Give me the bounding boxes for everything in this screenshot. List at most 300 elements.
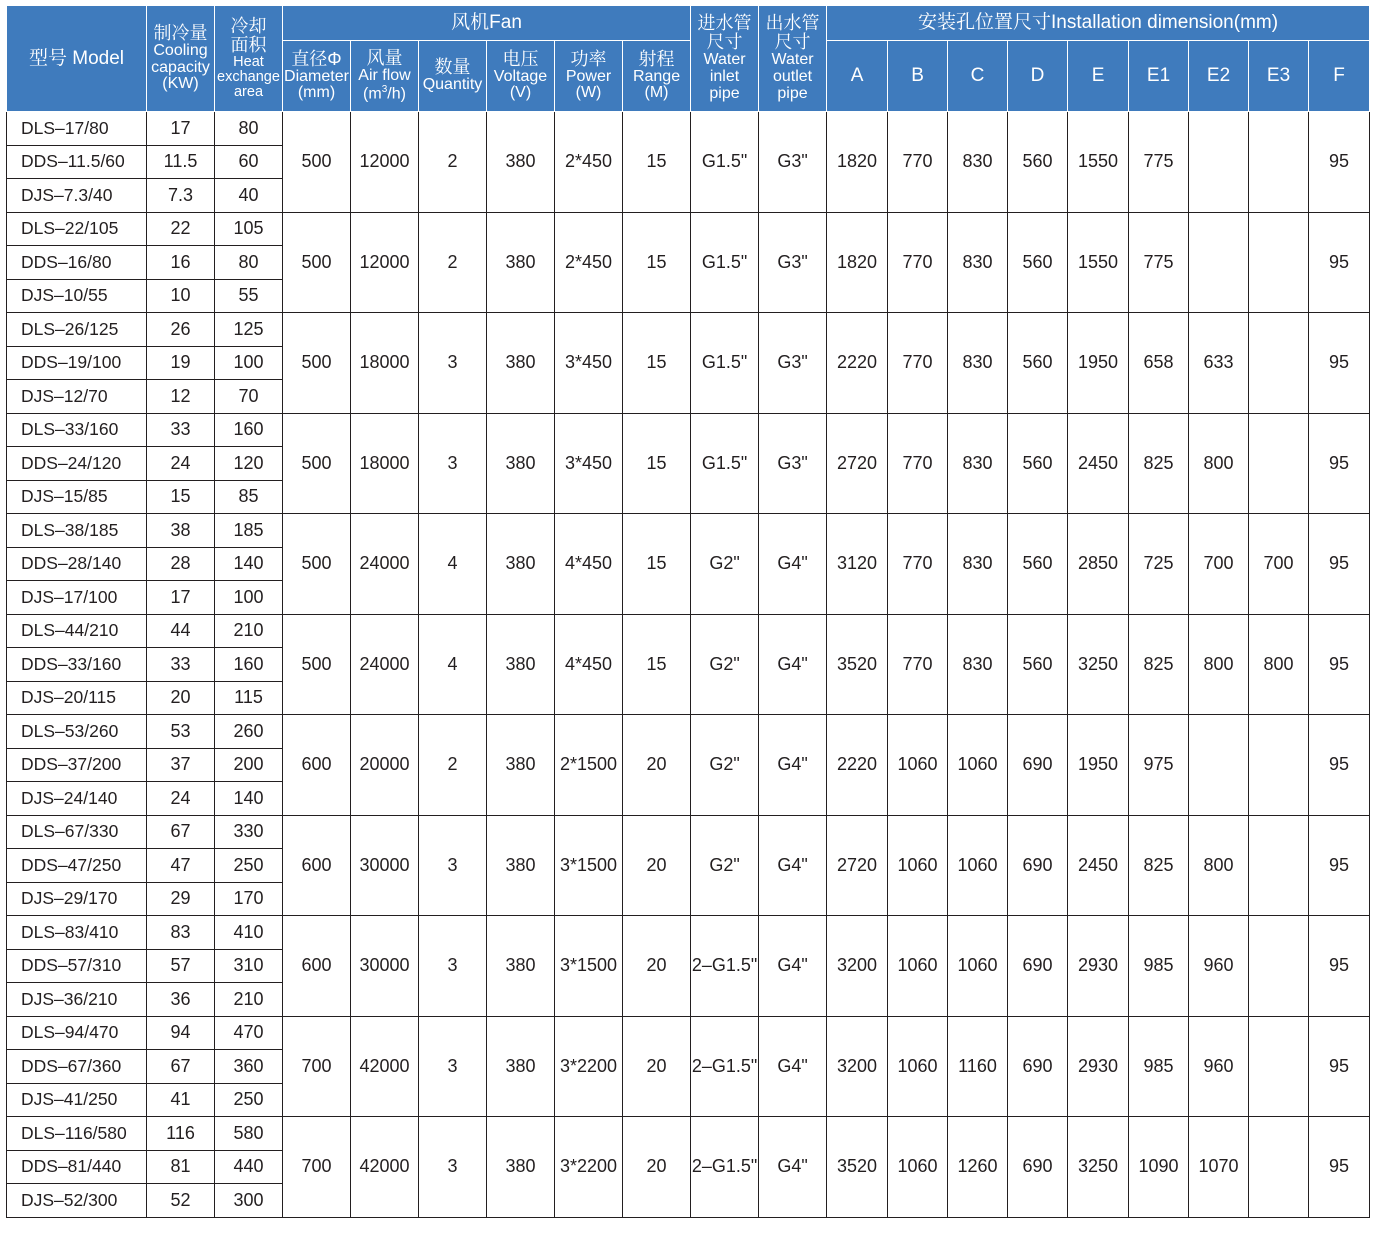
heat-area-cell: 250 (215, 1083, 283, 1117)
model-cell: DJS–36/210 (7, 983, 147, 1017)
e-cell: 3250 (1068, 614, 1129, 715)
a-cell: 2720 (827, 413, 888, 514)
cooling-capacity-cell: 83 (147, 916, 215, 950)
table-row (7, 413, 1370, 447)
header-quantity: 数量 Quantity (419, 41, 487, 112)
model-cell: DLS–116/580 (7, 1117, 147, 1151)
inlet-cell: G1.5" (691, 112, 759, 213)
e1-cell: 825 (1129, 815, 1189, 916)
a-cell: 3200 (827, 916, 888, 1017)
quantity-cell: 3 (419, 313, 487, 414)
airflow-cell: 18000 (351, 413, 419, 514)
heat-area-cell: 140 (215, 782, 283, 816)
a-cell: 3120 (827, 514, 888, 615)
f-cell: 95 (1309, 212, 1370, 313)
range-cell: 15 (623, 212, 691, 313)
table-row (7, 112, 1370, 146)
model-cell: DDS–37/200 (7, 748, 147, 782)
header-water-inlet: 进水管 尺寸 Water inlet pipe (691, 6, 759, 112)
outlet-cell: G4" (759, 916, 827, 1017)
cooling-capacity-cell: 22 (147, 212, 215, 246)
e2-cell (1189, 112, 1249, 213)
e2-cell: 800 (1189, 413, 1249, 514)
airflow-cell: 42000 (351, 1117, 419, 1218)
header-dim-e3: E3 (1249, 41, 1309, 112)
outlet-cell: G4" (759, 514, 827, 615)
heat-area-cell: 120 (215, 447, 283, 481)
e2-cell: 633 (1189, 313, 1249, 414)
airflow-cell: 12000 (351, 212, 419, 313)
heat-area-cell: 410 (215, 916, 283, 950)
table-row (7, 916, 1370, 950)
voltage-cell: 380 (487, 413, 555, 514)
c-cell: 830 (948, 212, 1008, 313)
model-cell: DDS–24/120 (7, 447, 147, 481)
e1-cell: 825 (1129, 614, 1189, 715)
cooling-capacity-cell: 11.5 (147, 145, 215, 179)
e-cell: 1950 (1068, 313, 1129, 414)
e-cell: 2450 (1068, 413, 1129, 514)
outlet-cell: G3" (759, 212, 827, 313)
heat-area-cell: 580 (215, 1117, 283, 1151)
diameter-cell: 500 (283, 313, 351, 414)
d-cell: 690 (1008, 715, 1068, 816)
voltage-cell: 380 (487, 1016, 555, 1117)
cooling-capacity-cell: 67 (147, 1050, 215, 1084)
range-cell: 20 (623, 1016, 691, 1117)
header-range: 射程 Range (M) (623, 41, 691, 112)
quantity-cell: 4 (419, 614, 487, 715)
e3-cell (1249, 916, 1309, 1017)
a-cell: 1820 (827, 212, 888, 313)
d-cell: 560 (1008, 313, 1068, 414)
heat-area-cell: 85 (215, 480, 283, 514)
heat-area-cell: 100 (215, 346, 283, 380)
inlet-cell: G1.5" (691, 413, 759, 514)
inlet-cell: 2–G1.5" (691, 1016, 759, 1117)
d-cell: 560 (1008, 413, 1068, 514)
cooling-capacity-cell: 12 (147, 380, 215, 414)
heat-area-cell: 40 (215, 179, 283, 213)
e-cell: 1550 (1068, 212, 1129, 313)
model-cell: DJS–15/85 (7, 480, 147, 514)
voltage-cell: 380 (487, 112, 555, 213)
cooling-capacity-cell: 67 (147, 815, 215, 849)
e2-cell: 800 (1189, 815, 1249, 916)
power-cell: 2*450 (555, 212, 623, 313)
heat-area-cell: 80 (215, 246, 283, 280)
inlet-cell: G2" (691, 815, 759, 916)
range-cell: 15 (623, 614, 691, 715)
heat-area-cell: 440 (215, 1150, 283, 1184)
heat-area-cell: 125 (215, 313, 283, 347)
cooling-capacity-cell: 10 (147, 279, 215, 313)
c-cell: 1060 (948, 815, 1008, 916)
model-cell: DLS–17/80 (7, 112, 147, 146)
table-row (7, 1016, 1370, 1050)
diameter-cell: 500 (283, 514, 351, 615)
diameter-cell: 600 (283, 916, 351, 1017)
b-cell: 1060 (888, 815, 948, 916)
table-row (7, 313, 1370, 347)
d-cell: 690 (1008, 1117, 1068, 1218)
heat-area-cell: 200 (215, 748, 283, 782)
e3-cell (1249, 313, 1309, 414)
power-cell: 3*1500 (555, 815, 623, 916)
inlet-cell: G1.5" (691, 212, 759, 313)
diameter-cell: 500 (283, 614, 351, 715)
f-cell: 95 (1309, 815, 1370, 916)
cooling-capacity-cell: 26 (147, 313, 215, 347)
model-cell: DJS–29/170 (7, 882, 147, 916)
outlet-cell: G4" (759, 815, 827, 916)
b-cell: 770 (888, 112, 948, 213)
cooling-capacity-cell: 17 (147, 112, 215, 146)
inlet-cell: G2" (691, 715, 759, 816)
c-cell: 1060 (948, 916, 1008, 1017)
diameter-cell: 500 (283, 413, 351, 514)
model-cell: DLS–38/185 (7, 514, 147, 548)
model-cell: DJS–10/55 (7, 279, 147, 313)
f-cell: 95 (1309, 514, 1370, 615)
heat-area-cell: 210 (215, 983, 283, 1017)
cooling-capacity-cell: 41 (147, 1083, 215, 1117)
heat-area-cell: 160 (215, 648, 283, 682)
f-cell: 95 (1309, 715, 1370, 816)
model-cell: DJS–12/70 (7, 380, 147, 414)
model-cell: DLS–33/160 (7, 413, 147, 447)
heat-area-cell: 170 (215, 882, 283, 916)
airflow-cell: 30000 (351, 815, 419, 916)
e1-cell: 985 (1129, 1016, 1189, 1117)
quantity-cell: 2 (419, 112, 487, 213)
voltage-cell: 380 (487, 514, 555, 615)
table-body (7, 112, 1370, 1218)
inlet-cell: 2–G1.5" (691, 1117, 759, 1218)
c-cell: 1060 (948, 715, 1008, 816)
cooling-capacity-cell: 33 (147, 648, 215, 682)
e3-cell (1249, 815, 1309, 916)
heat-area-cell: 160 (215, 413, 283, 447)
heat-area-cell: 185 (215, 514, 283, 548)
cooling-capacity-cell: 53 (147, 715, 215, 749)
header-airflow: 风量 Air flow $(m^3/h)$ (351, 41, 419, 112)
model-cell: DDS–28/140 (7, 547, 147, 581)
model-cell: DDS–47/250 (7, 849, 147, 883)
a-cell: 2220 (827, 715, 888, 816)
heat-area-cell: 210 (215, 614, 283, 648)
e3-cell (1249, 715, 1309, 816)
diameter-cell: 700 (283, 1016, 351, 1117)
quantity-cell: 3 (419, 1016, 487, 1117)
cooling-capacity-cell: 17 (147, 581, 215, 615)
table-header (7, 6, 1370, 112)
voltage-cell: 380 (487, 1117, 555, 1218)
header-dim-c: C (948, 41, 1008, 112)
f-cell: 95 (1309, 413, 1370, 514)
quantity-cell: 3 (419, 815, 487, 916)
d-cell: 690 (1008, 916, 1068, 1017)
e3-cell (1249, 212, 1309, 313)
heat-area-cell: 360 (215, 1050, 283, 1084)
cooling-capacity-cell: 24 (147, 782, 215, 816)
airflow-cell: 30000 (351, 916, 419, 1017)
b-cell: 770 (888, 514, 948, 615)
e3-cell: 800 (1249, 614, 1309, 715)
power-cell: 4*450 (555, 614, 623, 715)
e2-cell: 960 (1189, 1016, 1249, 1117)
f-cell: 95 (1309, 313, 1370, 414)
range-cell: 20 (623, 815, 691, 916)
b-cell: 770 (888, 313, 948, 414)
model-cell: DDS–67/360 (7, 1050, 147, 1084)
f-cell: 95 (1309, 614, 1370, 715)
heat-area-cell: 55 (215, 279, 283, 313)
model-cell: DLS–22/105 (7, 212, 147, 246)
voltage-cell: 380 (487, 614, 555, 715)
model-cell: DJS–41/250 (7, 1083, 147, 1117)
header-dim-b: B (888, 41, 948, 112)
heat-area-cell: 260 (215, 715, 283, 749)
d-cell: 560 (1008, 112, 1068, 213)
f-cell: 95 (1309, 916, 1370, 1017)
d-cell: 560 (1008, 212, 1068, 313)
e3-cell (1249, 1117, 1309, 1218)
cooling-capacity-cell: 15 (147, 480, 215, 514)
model-cell: DLS–67/330 (7, 815, 147, 849)
diameter-cell: 500 (283, 212, 351, 313)
model-cell: DJS–24/140 (7, 782, 147, 816)
b-cell: 770 (888, 212, 948, 313)
d-cell: 690 (1008, 815, 1068, 916)
airflow-cell: 42000 (351, 1016, 419, 1117)
voltage-cell: 380 (487, 212, 555, 313)
heat-area-cell: 60 (215, 145, 283, 179)
spec-table (6, 5, 1370, 1218)
header-voltage: 电压 Voltage (V) (487, 41, 555, 112)
c-cell: 830 (948, 112, 1008, 213)
model-cell: DLS–94/470 (7, 1016, 147, 1050)
table-row (7, 815, 1370, 849)
header-dim-a: A (827, 41, 888, 112)
quantity-cell: 3 (419, 1117, 487, 1218)
inlet-cell: G2" (691, 514, 759, 615)
inlet-cell: 2–G1.5" (691, 916, 759, 1017)
e-cell: 2930 (1068, 1016, 1129, 1117)
f-cell: 95 (1309, 1016, 1370, 1117)
c-cell: 830 (948, 614, 1008, 715)
outlet-cell: G3" (759, 112, 827, 213)
outlet-cell: G3" (759, 413, 827, 514)
e-cell: 2930 (1068, 916, 1129, 1017)
diameter-cell: 700 (283, 1117, 351, 1218)
cooling-capacity-cell: 19 (147, 346, 215, 380)
airflow-cell: 20000 (351, 715, 419, 816)
heat-area-cell: 300 (215, 1184, 283, 1218)
b-cell: 770 (888, 413, 948, 514)
power-cell: 2*1500 (555, 715, 623, 816)
model-cell: DLS–44/210 (7, 614, 147, 648)
e1-cell: 725 (1129, 514, 1189, 615)
model-cell: DJS–52/300 (7, 1184, 147, 1218)
model-cell: DDS–57/310 (7, 949, 147, 983)
cooling-capacity-cell: 52 (147, 1184, 215, 1218)
a-cell: 3200 (827, 1016, 888, 1117)
e2-cell: 700 (1189, 514, 1249, 615)
cooling-capacity-cell: 16 (147, 246, 215, 280)
header-power: 功率 Power (W) (555, 41, 623, 112)
voltage-cell: 380 (487, 916, 555, 1017)
heat-area-cell: 140 (215, 547, 283, 581)
range-cell: 20 (623, 916, 691, 1017)
header-water-outlet: 出水管 尺寸 Water outlet pipe (759, 6, 827, 112)
airflow-cell: 18000 (351, 313, 419, 414)
cooling-capacity-cell: 24 (147, 447, 215, 481)
table-row (7, 715, 1370, 749)
airflow-cell: 24000 (351, 614, 419, 715)
power-cell: 2*450 (555, 112, 623, 213)
e-cell: 1950 (1068, 715, 1129, 816)
a-cell: 2220 (827, 313, 888, 414)
b-cell: 770 (888, 614, 948, 715)
voltage-cell: 380 (487, 815, 555, 916)
b-cell: 1060 (888, 1117, 948, 1218)
cooling-capacity-cell: 37 (147, 748, 215, 782)
range-cell: 20 (623, 1117, 691, 1218)
e-cell: 2850 (1068, 514, 1129, 615)
f-cell: 95 (1309, 112, 1370, 213)
model-cell: DJS–20/115 (7, 681, 147, 715)
b-cell: 1060 (888, 916, 948, 1017)
diameter-cell: 500 (283, 112, 351, 213)
e1-cell: 1090 (1129, 1117, 1189, 1218)
b-cell: 1060 (888, 1016, 948, 1117)
e1-cell: 658 (1129, 313, 1189, 414)
header-cooling-capacity: 制冷量 Cooling capacity (KW) (147, 6, 215, 112)
e-cell: 2450 (1068, 815, 1129, 916)
model-cell: DLS–83/410 (7, 916, 147, 950)
table-row (7, 1117, 1370, 1151)
heat-area-cell: 115 (215, 681, 283, 715)
inlet-cell: G2" (691, 614, 759, 715)
header-diameter: 直径Φ Diameter (mm) (283, 41, 351, 112)
heat-area-cell: 105 (215, 212, 283, 246)
outlet-cell: G4" (759, 1117, 827, 1218)
cooling-capacity-cell: 47 (147, 849, 215, 883)
voltage-cell: 380 (487, 313, 555, 414)
e2-cell: 1070 (1189, 1117, 1249, 1218)
cooling-capacity-cell: 38 (147, 514, 215, 548)
header-installation-group: 安装孔位置尺寸Installation dimension(mm) (827, 6, 1370, 41)
range-cell: 15 (623, 112, 691, 213)
range-cell: 15 (623, 313, 691, 414)
d-cell: 560 (1008, 614, 1068, 715)
cooling-capacity-cell: 44 (147, 614, 215, 648)
heat-area-cell: 80 (215, 112, 283, 146)
model-cell: DJS–7.3/40 (7, 179, 147, 213)
e1-cell: 985 (1129, 916, 1189, 1017)
model-cell: DDS–81/440 (7, 1150, 147, 1184)
e2-cell (1189, 715, 1249, 816)
e1-cell: 825 (1129, 413, 1189, 514)
diameter-cell: 600 (283, 715, 351, 816)
e-cell: 3250 (1068, 1117, 1129, 1218)
e2-cell: 800 (1189, 614, 1249, 715)
heat-area-cell: 250 (215, 849, 283, 883)
c-cell: 830 (948, 313, 1008, 414)
outlet-cell: G4" (759, 715, 827, 816)
model-cell: DLS–53/260 (7, 715, 147, 749)
cooling-capacity-cell: 28 (147, 547, 215, 581)
header-dim-e1: E1 (1129, 41, 1189, 112)
e1-cell: 775 (1129, 212, 1189, 313)
model-cell: DJS–17/100 (7, 581, 147, 615)
power-cell: 3*2200 (555, 1117, 623, 1218)
model-cell: DLS–26/125 (7, 313, 147, 347)
model-cell: DDS–11.5/60 (7, 145, 147, 179)
airflow-cell: 24000 (351, 514, 419, 615)
heat-area-cell: 470 (215, 1016, 283, 1050)
diameter-cell: 600 (283, 815, 351, 916)
cooling-capacity-cell: 7.3 (147, 179, 215, 213)
a-cell: 3520 (827, 1117, 888, 1218)
header-dim-d: D (1008, 41, 1068, 112)
a-cell: 3520 (827, 614, 888, 715)
outlet-cell: G3" (759, 313, 827, 414)
power-cell: 3*450 (555, 313, 623, 414)
inlet-cell: G1.5" (691, 313, 759, 414)
f-cell: 95 (1309, 1117, 1370, 1218)
voltage-cell: 380 (487, 715, 555, 816)
header-fan-group: 风机Fan (283, 6, 691, 41)
e1-cell: 775 (1129, 112, 1189, 213)
cooling-capacity-cell: 57 (147, 949, 215, 983)
cooling-capacity-cell: 94 (147, 1016, 215, 1050)
c-cell: 1260 (948, 1117, 1008, 1218)
heat-area-cell: 70 (215, 380, 283, 414)
e3-cell (1249, 112, 1309, 213)
cooling-capacity-cell: 20 (147, 681, 215, 715)
cooling-capacity-cell: 81 (147, 1150, 215, 1184)
table-row (7, 514, 1370, 548)
cooling-capacity-cell: 36 (147, 983, 215, 1017)
cooling-capacity-cell: 116 (147, 1117, 215, 1151)
quantity-cell: 2 (419, 212, 487, 313)
d-cell: 690 (1008, 1016, 1068, 1117)
power-cell: 3*2200 (555, 1016, 623, 1117)
quantity-cell: 2 (419, 715, 487, 816)
outlet-cell: G4" (759, 614, 827, 715)
header-dim-f: F (1309, 41, 1370, 112)
a-cell: 1820 (827, 112, 888, 213)
airflow-cell: 12000 (351, 112, 419, 213)
model-cell: DDS–19/100 (7, 346, 147, 380)
model-cell: DDS–16/80 (7, 246, 147, 280)
e1-cell: 975 (1129, 715, 1189, 816)
cooling-capacity-cell: 33 (147, 413, 215, 447)
heat-area-cell: 330 (215, 815, 283, 849)
heat-area-cell: 310 (215, 949, 283, 983)
range-cell: 15 (623, 413, 691, 514)
header-dim-e: E (1068, 41, 1129, 112)
range-cell: 20 (623, 715, 691, 816)
b-cell: 1060 (888, 715, 948, 816)
e2-cell: 960 (1189, 916, 1249, 1017)
e3-cell (1249, 1016, 1309, 1117)
power-cell: 4*450 (555, 514, 623, 615)
table-row (7, 212, 1370, 246)
power-cell: 3*1500 (555, 916, 623, 1017)
